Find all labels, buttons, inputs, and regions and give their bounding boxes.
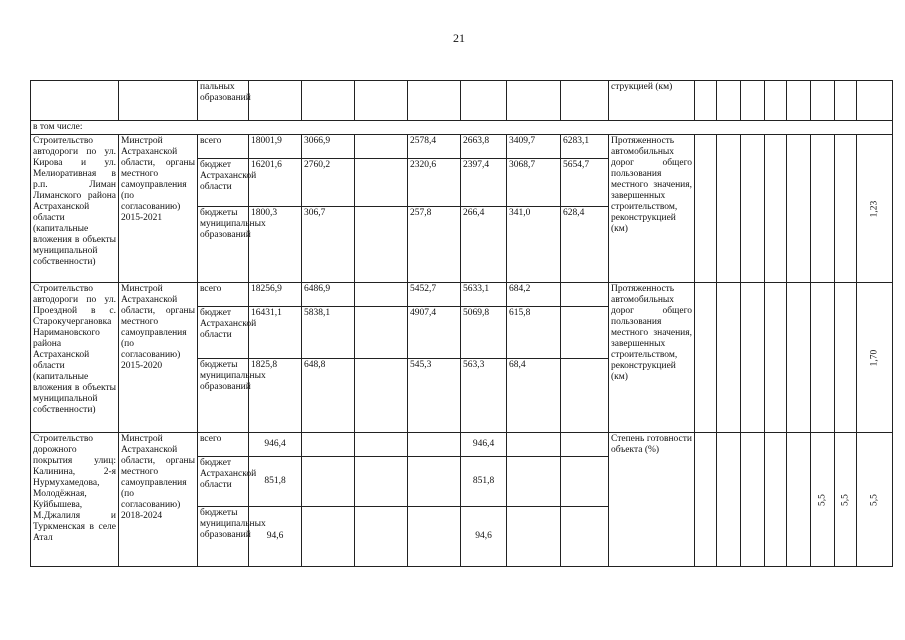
finance-value bbox=[507, 507, 561, 567]
indicator-value bbox=[811, 433, 835, 567]
funding-type: всего bbox=[198, 283, 249, 307]
finance-value bbox=[355, 207, 408, 283]
finance-value bbox=[507, 433, 561, 457]
section-label: в том числе: bbox=[31, 121, 893, 135]
finance-value bbox=[302, 433, 355, 457]
indicator-value bbox=[765, 135, 787, 283]
indicator-value bbox=[835, 433, 857, 567]
finance-value: 946,4 bbox=[249, 433, 302, 457]
indicator-value bbox=[695, 433, 717, 567]
finance-value: 2320,6 bbox=[408, 159, 461, 207]
finance-value bbox=[408, 507, 461, 567]
indicator-value-text: 5,5 bbox=[840, 493, 850, 506]
finance-value: 628,4 bbox=[561, 207, 609, 283]
project-row bbox=[31, 135, 893, 159]
indicator-value bbox=[765, 433, 787, 567]
finance-value: 2397,4 bbox=[461, 159, 507, 207]
finance-value: 3066,9 bbox=[302, 135, 355, 159]
indicator-continuation: струкцией (км) bbox=[609, 81, 695, 121]
finance-value bbox=[355, 433, 408, 457]
finance-value: 5452,7 bbox=[408, 283, 461, 307]
finance-value bbox=[355, 283, 408, 307]
finance-value: 2663,8 bbox=[461, 135, 507, 159]
funding-type: бюджеты муниципальных образований bbox=[198, 507, 249, 567]
finance-value bbox=[355, 359, 408, 433]
indicator-value bbox=[857, 283, 893, 433]
indicator-value bbox=[787, 433, 811, 567]
indicator-value bbox=[717, 283, 741, 433]
indicator-value bbox=[835, 135, 857, 283]
finance-value bbox=[561, 359, 609, 433]
finance-value bbox=[355, 457, 408, 507]
indicator-value bbox=[741, 283, 765, 433]
indicator-value-text: 5,5 bbox=[869, 493, 879, 506]
finance-value bbox=[355, 307, 408, 359]
project-row bbox=[31, 433, 893, 457]
finance-value: 648,8 bbox=[302, 359, 355, 433]
finance-value: 94,6 bbox=[461, 507, 507, 567]
funding-type: бюджет Астраханской области bbox=[198, 307, 249, 359]
finance-value: 5838,1 bbox=[302, 307, 355, 359]
finance-value bbox=[355, 135, 408, 159]
funding-type: бюджет Астраханской области bbox=[198, 457, 249, 507]
executor: Минстрой Астраханской области, органы местного самоуправления (по согласованию) 2015-2020 bbox=[119, 283, 198, 433]
finance-value bbox=[355, 159, 408, 207]
indicator-value bbox=[787, 283, 811, 433]
finance-value: 341,0 bbox=[507, 207, 561, 283]
finance-value: 6283,1 bbox=[561, 135, 609, 159]
indicator-value bbox=[717, 135, 741, 283]
finance-value bbox=[561, 283, 609, 307]
object-name: Строительство автодороги по ул. Проездной в с. Старокучергановка Наримановского района Астраханской области (капитальные вложения в объекты муниципальной собственности) bbox=[31, 283, 119, 433]
indicator-value bbox=[811, 135, 835, 283]
indicator-value bbox=[857, 135, 893, 283]
indicator-value bbox=[695, 135, 717, 283]
finance-value bbox=[302, 457, 355, 507]
finance-value: 257,8 bbox=[408, 207, 461, 283]
finance-value: 94,6 bbox=[249, 507, 302, 567]
indicator-value-text: 1,70 bbox=[869, 349, 879, 366]
header-continuation-row bbox=[31, 81, 893, 121]
indicator-value bbox=[835, 283, 857, 433]
program-table bbox=[30, 80, 893, 567]
funding-type: всего bbox=[198, 135, 249, 159]
funding-type: бюджет Астраханской области bbox=[198, 159, 249, 207]
finance-value: 5633,1 bbox=[461, 283, 507, 307]
finance-value: 684,2 bbox=[507, 283, 561, 307]
finance-value: 2578,4 bbox=[408, 135, 461, 159]
indicator-name: Протяженность автомобильных дорог общего пользования местного значения, завершенных строительством, реконструкцией (км) bbox=[609, 135, 695, 283]
indicator-value-text: 1,23 bbox=[869, 200, 879, 217]
indicator-name: Степень готовности объекта (%) bbox=[609, 433, 695, 567]
finance-value bbox=[507, 457, 561, 507]
finance-value: 5654,7 bbox=[561, 159, 609, 207]
finance-value: 18256,9 bbox=[249, 283, 302, 307]
indicator-value bbox=[717, 433, 741, 567]
executor: Минстрой Астраханской области, органы местного самоуправления (по согласованию) 2018-2024 bbox=[119, 433, 198, 567]
object-name: Строительство дорожного покрытия улиц: Калинина, 2-я Нурмухамедова, Молодёжная, Куйбышева, М.Джалиля и Туркменская в селе Атал bbox=[31, 433, 119, 567]
finance-value bbox=[408, 433, 461, 457]
finance-value: 946,4 bbox=[461, 433, 507, 457]
finance-value: 1825,8 bbox=[249, 359, 302, 433]
finance-value: 615,8 bbox=[507, 307, 561, 359]
indicator-value bbox=[765, 283, 787, 433]
indicator-value bbox=[741, 433, 765, 567]
finance-value bbox=[561, 507, 609, 567]
finance-value: 306,7 bbox=[302, 207, 355, 283]
type-continuation: пальных образований bbox=[198, 81, 249, 121]
finance-value: 3409,7 bbox=[507, 135, 561, 159]
finance-value: 2760,2 bbox=[302, 159, 355, 207]
finance-value: 16201,6 bbox=[249, 159, 302, 207]
page-number: 21 bbox=[453, 31, 465, 45]
funding-type: бюджеты муниципальных образований bbox=[198, 359, 249, 433]
indicator-value bbox=[695, 283, 717, 433]
indicator-value bbox=[741, 135, 765, 283]
finance-value: 266,4 bbox=[461, 207, 507, 283]
finance-value: 68,4 bbox=[507, 359, 561, 433]
object-name: Строительство автодороги по ул. Кирова и ул. Мелиоративная в р.п. Лиман Лиманского района Астраханской области (капитальные вложения в объекты муниципальной собственности) bbox=[31, 135, 119, 283]
finance-value bbox=[561, 433, 609, 457]
finance-value: 6486,9 bbox=[302, 283, 355, 307]
executor: Минстрой Астраханской области, органы местного самоуправления (по согласованию) 2015-2021 bbox=[119, 135, 198, 283]
finance-value: 851,8 bbox=[461, 457, 507, 507]
section-row bbox=[31, 121, 893, 135]
funding-type: всего bbox=[198, 433, 249, 457]
finance-value: 851,8 bbox=[249, 457, 302, 507]
finance-value: 1800,3 bbox=[249, 207, 302, 283]
funding-type: бюджеты муниципальных образований bbox=[198, 207, 249, 283]
finance-value: 563,3 bbox=[461, 359, 507, 433]
finance-value: 18001,9 bbox=[249, 135, 302, 159]
finance-value bbox=[302, 507, 355, 567]
finance-value bbox=[561, 457, 609, 507]
project-row bbox=[31, 283, 893, 307]
finance-value bbox=[355, 507, 408, 567]
indicator-value-text: 5,5 bbox=[817, 493, 827, 506]
indicator-value bbox=[811, 283, 835, 433]
finance-value: 4907,4 bbox=[408, 307, 461, 359]
indicator-value bbox=[787, 135, 811, 283]
finance-value: 3068,7 bbox=[507, 159, 561, 207]
indicator-name: Протяженность автомобильных дорог общего пользования местного значения, завершенных строительством, реконструкцией (км) bbox=[609, 283, 695, 433]
finance-value: 5069,8 bbox=[461, 307, 507, 359]
indicator-value bbox=[857, 433, 893, 567]
finance-value bbox=[561, 307, 609, 359]
finance-value: 545,3 bbox=[408, 359, 461, 433]
finance-value bbox=[408, 457, 461, 507]
finance-value: 16431,1 bbox=[249, 307, 302, 359]
